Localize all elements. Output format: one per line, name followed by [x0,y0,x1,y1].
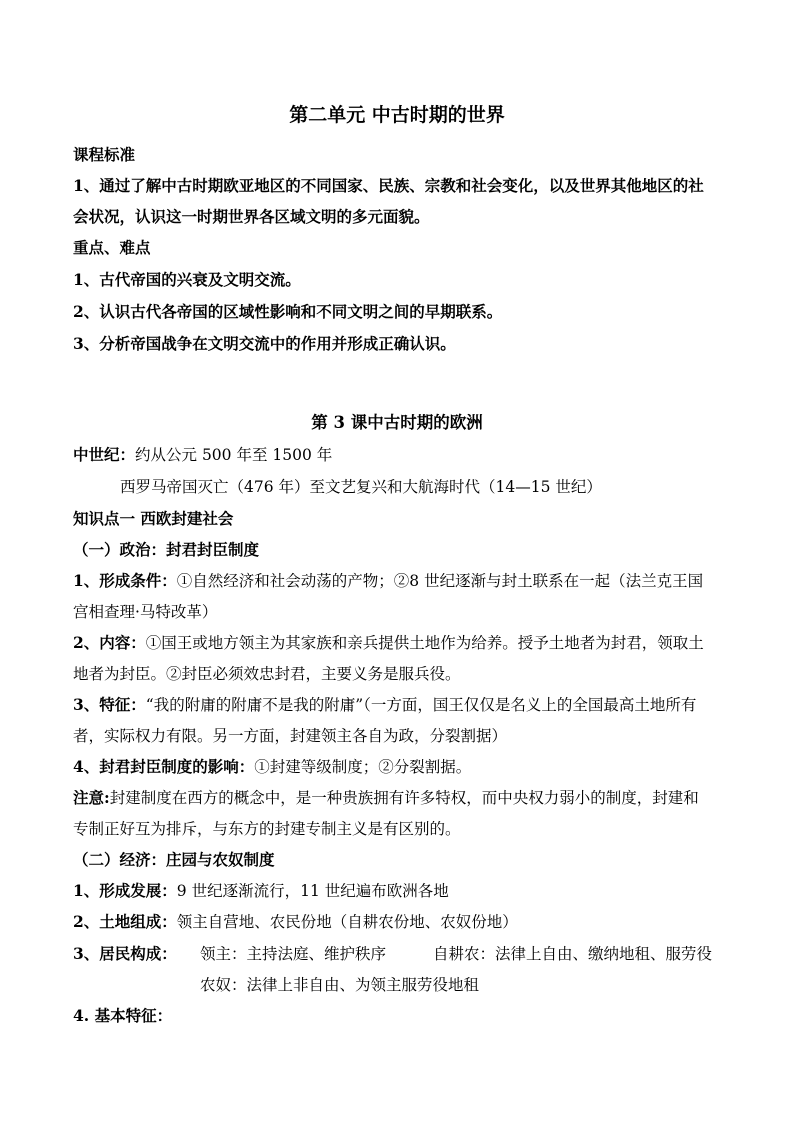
politics-item-3-text: “我的附庸的附庸不是我的附庸”（一方面，国王仅仅是名义上的全国最高土地所有 [145,696,697,714]
politics-item-2-line-1 [73,632,733,654]
middle-ages-detail: 西罗马帝国灭亡（476 年）至文艺复兴和大航海时代（14—15 世纪） [120,478,602,496]
standards-line-1: 1、通过了解中古时期欧亚地区的不同国家、民族、宗教和社会变化，以及世界其他地区的社 [73,176,704,195]
politics-item-4-label: 4、封君封臣制度的影响： [73,757,255,776]
politics-item-1-text: ①自然经济和社会动荡的产物；②8 世纪逐渐与封土联系在一起（法兰克王国 [176,572,704,590]
middle-ages-text: 约从公元 500 年至 1500 年 [135,446,333,464]
politics-item-1-line-1 [73,570,733,592]
politics-item-3-label: 3、特征： [73,695,146,714]
economy-heading: （二）经济：庄园与农奴制度 [73,850,275,869]
economy-item-2-label: 2、土地组成： [73,912,177,931]
politics-item-1-label: 1、形成条件： [73,571,177,590]
unit-title: 第二单元 中古时期的世界 [289,104,505,126]
keypoints-heading: 重点、难点 [73,238,151,257]
politics-item-2-label: 2、内容： [73,633,146,652]
economy-item-3-serf: 农奴：法律上非自由、为领主服劳役地租 [200,976,480,994]
politics-item-2-text: ①国王或地方领主为其家族和亲兵提供土地作为给养。授予土地者为封君，领取土 [145,634,704,652]
economy-item-1-text: 9 世纪逐渐流行，11 世纪遍布欧洲各地 [176,882,449,900]
note-text: 封建制度在西方的概念中，是一种贵族拥有许多特权，而中央权力弱小的制度，封建和 [109,789,699,807]
lesson-title: 第 3 课中古时期的欧洲 [311,413,483,432]
note-label: 注意: [73,788,110,807]
politics-item-3-line-2: 者，实际权力有限。另一方面，封建领主各自为政，分裂割据） [73,727,508,745]
economy-item-2 [73,911,733,933]
politics-item-3-line-1 [73,694,733,716]
politics-heading: （一）政治：封君封臣制度 [73,540,260,559]
economy-item-3-label-text: 3、居民构成： [73,944,177,963]
politics-item-4 [73,756,733,778]
economy-item-3-free-peasant: 自耕农：法律上自由、缴纳地租、服劳役 [433,945,713,963]
note-line-1 [73,787,733,809]
politics-item-2-line-2: 地者为封臣。②封臣必须效忠封君，主要义务是服兵役。 [73,665,461,683]
economy-item-1 [73,880,733,902]
economy-item-1-label: 1、形成发展： [73,881,177,900]
politics-item-4-text: ①封建等级制度；②分裂割据。 [254,758,472,776]
keypoint-1: 1、古代帝国的兴衰及文明交流。 [73,270,301,289]
economy-item-3-lord: 领主：主持法庭、维护秩序 [200,945,387,963]
economy-item-2-text: 领主自营地、农民份地（自耕农份地、农奴份地） [176,913,518,931]
knowledge-point-1-heading: 知识点一 西欧封建社会 [73,509,234,528]
middle-ages-label: 中世纪： [73,445,136,464]
note-line-2: 专制正好互为排斥，与东方的封建专制主义是有区别的。 [73,820,461,838]
keypoint-3: 3、分析帝国战争在文明交流中的作用并形成正确认识。 [73,334,456,353]
standards-heading: 课程标准 [73,145,136,164]
standards-line-2: 会状况，认识这一时期世界各区域文明的多元面貌。 [73,207,430,226]
economy-item-4-label: 4. 基本特征： [73,1006,173,1025]
politics-item-1-line-2: 宫相查理·马特改革） [73,603,218,621]
middle-ages-line [73,444,733,466]
keypoint-2: 2、认识古代各帝国的区域性影响和不同文明之间的早期联系。 [73,302,503,321]
